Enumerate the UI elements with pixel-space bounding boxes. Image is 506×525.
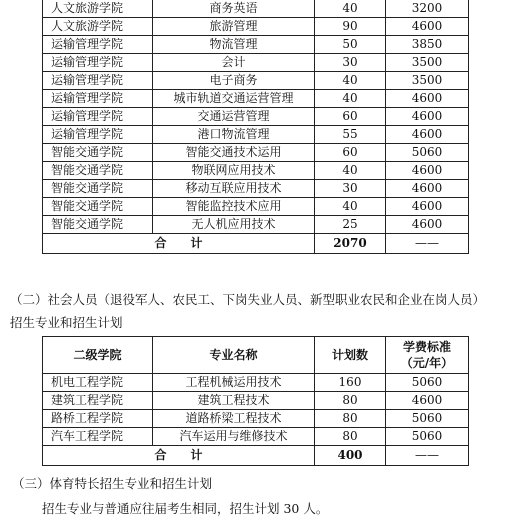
cell-major: 物流管理 — [153, 36, 315, 54]
cell-major: 物联网应用技术 — [153, 162, 315, 180]
section-2-heading: （二）社会人员（退役军人、农民工、下岗失业人员、新型职业农民和企业在岗人员） — [10, 292, 486, 307]
total-fee: —— — [386, 446, 469, 466]
cell-plan: 40 — [315, 0, 386, 18]
cell-college: 人文旅游学院 — [43, 18, 153, 36]
table-row — [43, 162, 469, 180]
section-3-body: 招生专业与普通应往届考生相同，招生计划 30 人。 — [42, 501, 329, 516]
cell-major: 移动互联应用技术 — [153, 180, 315, 198]
table-row — [43, 90, 469, 108]
enrollment-table-social — [42, 336, 469, 466]
cell-college: 运输管理学院 — [43, 108, 153, 126]
cell-major: 会计 — [153, 54, 315, 72]
cell-college: 运输管理学院 — [43, 90, 153, 108]
cell-fee: 3850 — [386, 36, 469, 54]
cell-fee: 3200 — [386, 0, 469, 18]
table-row — [43, 126, 469, 144]
table-row — [43, 0, 469, 18]
table-row — [43, 36, 469, 54]
enrollment-table-regular — [42, 0, 469, 254]
cell-major: 旅游管理 — [153, 18, 315, 36]
cell-college: 智能交通学院 — [43, 144, 153, 162]
cell-fee: 5060 — [386, 144, 469, 162]
cell-major: 智能监控技术应用 — [153, 198, 315, 216]
cell-major: 电子商务 — [153, 72, 315, 90]
cell-college: 运输管理学院 — [43, 54, 153, 72]
header-major: 专业名称 — [153, 337, 315, 374]
header-fee — [386, 337, 469, 374]
cell-major: 建筑工程技术 — [153, 392, 315, 410]
cell-fee: 4600 — [386, 18, 469, 36]
cell-college: 智能交通学院 — [43, 180, 153, 198]
cell-plan: 40 — [315, 198, 386, 216]
cell-major: 港口物流管理 — [153, 126, 315, 144]
table-row — [43, 18, 469, 36]
total-label: 合 计 — [43, 234, 315, 254]
cell-plan: 80 — [315, 428, 386, 446]
cell-major: 道路桥梁工程技术 — [153, 410, 315, 428]
cell-plan: 30 — [315, 54, 386, 72]
cell-college: 运输管理学院 — [43, 72, 153, 90]
cell-major: 汽车运用与维修技术 — [153, 428, 315, 446]
table-body — [43, 337, 469, 466]
section-2-heading-cont: 招生专业和招生计划 — [10, 315, 123, 330]
cell-fee: 5060 — [386, 428, 469, 446]
cell-plan: 30 — [315, 180, 386, 198]
table-row — [43, 198, 469, 216]
table-header-row — [43, 337, 469, 374]
table-row — [43, 72, 469, 90]
table-row — [43, 144, 469, 162]
table-row — [43, 54, 469, 72]
cell-plan: 60 — [315, 108, 386, 126]
cell-plan: 90 — [315, 18, 386, 36]
table-row — [43, 428, 469, 446]
table-row — [43, 180, 469, 198]
cell-plan: 60 — [315, 144, 386, 162]
cell-college: 人文旅游学院 — [43, 0, 153, 18]
cell-plan: 80 — [315, 410, 386, 428]
table-row — [43, 108, 469, 126]
total-row — [43, 234, 469, 254]
cell-fee: 5060 — [386, 410, 469, 428]
cell-plan: 25 — [315, 216, 386, 234]
cell-plan: 40 — [315, 162, 386, 180]
header-college: 二级学院 — [43, 337, 153, 374]
cell-fee: 5060 — [386, 374, 469, 392]
table-row — [43, 374, 469, 392]
header-plan: 计划数 — [315, 337, 386, 374]
total-fee: —— — [386, 234, 469, 254]
cell-fee: 4600 — [386, 180, 469, 198]
total-plan: 400 — [315, 446, 386, 466]
cell-fee: 4600 — [386, 108, 469, 126]
cell-college: 运输管理学院 — [43, 126, 153, 144]
cell-major: 工程机械运用技术 — [153, 374, 315, 392]
cell-college: 建筑工程学院 — [43, 392, 153, 410]
cell-fee: 4600 — [386, 126, 469, 144]
table-row — [43, 216, 469, 234]
cell-college: 智能交通学院 — [43, 162, 153, 180]
cell-college: 路桥工程学院 — [43, 410, 153, 428]
cell-fee: 3500 — [386, 72, 469, 90]
cell-college: 运输管理学院 — [43, 36, 153, 54]
cell-college: 智能交通学院 — [43, 216, 153, 234]
cell-fee: 3500 — [386, 54, 469, 72]
cell-major: 商务英语 — [153, 0, 315, 18]
header-fee-line1: 学费标准 — [402, 340, 451, 354]
cell-major: 城市轨道交通运营管理 — [153, 90, 315, 108]
cell-major: 交通运营管理 — [153, 108, 315, 126]
table-row — [43, 410, 469, 428]
cell-college: 智能交通学院 — [43, 198, 153, 216]
cell-fee: 4600 — [386, 90, 469, 108]
header-fee-line2: （元/年） — [400, 356, 454, 370]
total-label: 合 计 — [43, 446, 315, 466]
cell-college: 机电工程学院 — [43, 374, 153, 392]
total-plan: 2070 — [315, 234, 386, 254]
cell-college: 汽车工程学院 — [43, 428, 153, 446]
cell-major: 智能交通技术运用 — [153, 144, 315, 162]
cell-fee: 4600 — [386, 216, 469, 234]
table-body — [43, 0, 469, 254]
total-row — [43, 446, 469, 466]
table-row — [43, 392, 469, 410]
cell-plan: 80 — [315, 392, 386, 410]
cell-fee: 4600 — [386, 392, 469, 410]
section-3-heading: （三）体育特长招生专业和招生计划 — [12, 476, 213, 491]
cell-fee: 4600 — [386, 198, 469, 216]
cell-plan: 50 — [315, 36, 386, 54]
cell-plan: 160 — [315, 374, 386, 392]
cell-plan: 40 — [315, 90, 386, 108]
cell-fee: 4600 — [386, 162, 469, 180]
cell-plan: 55 — [315, 126, 386, 144]
cell-plan: 40 — [315, 72, 386, 90]
cell-major: 无人机应用技术 — [153, 216, 315, 234]
